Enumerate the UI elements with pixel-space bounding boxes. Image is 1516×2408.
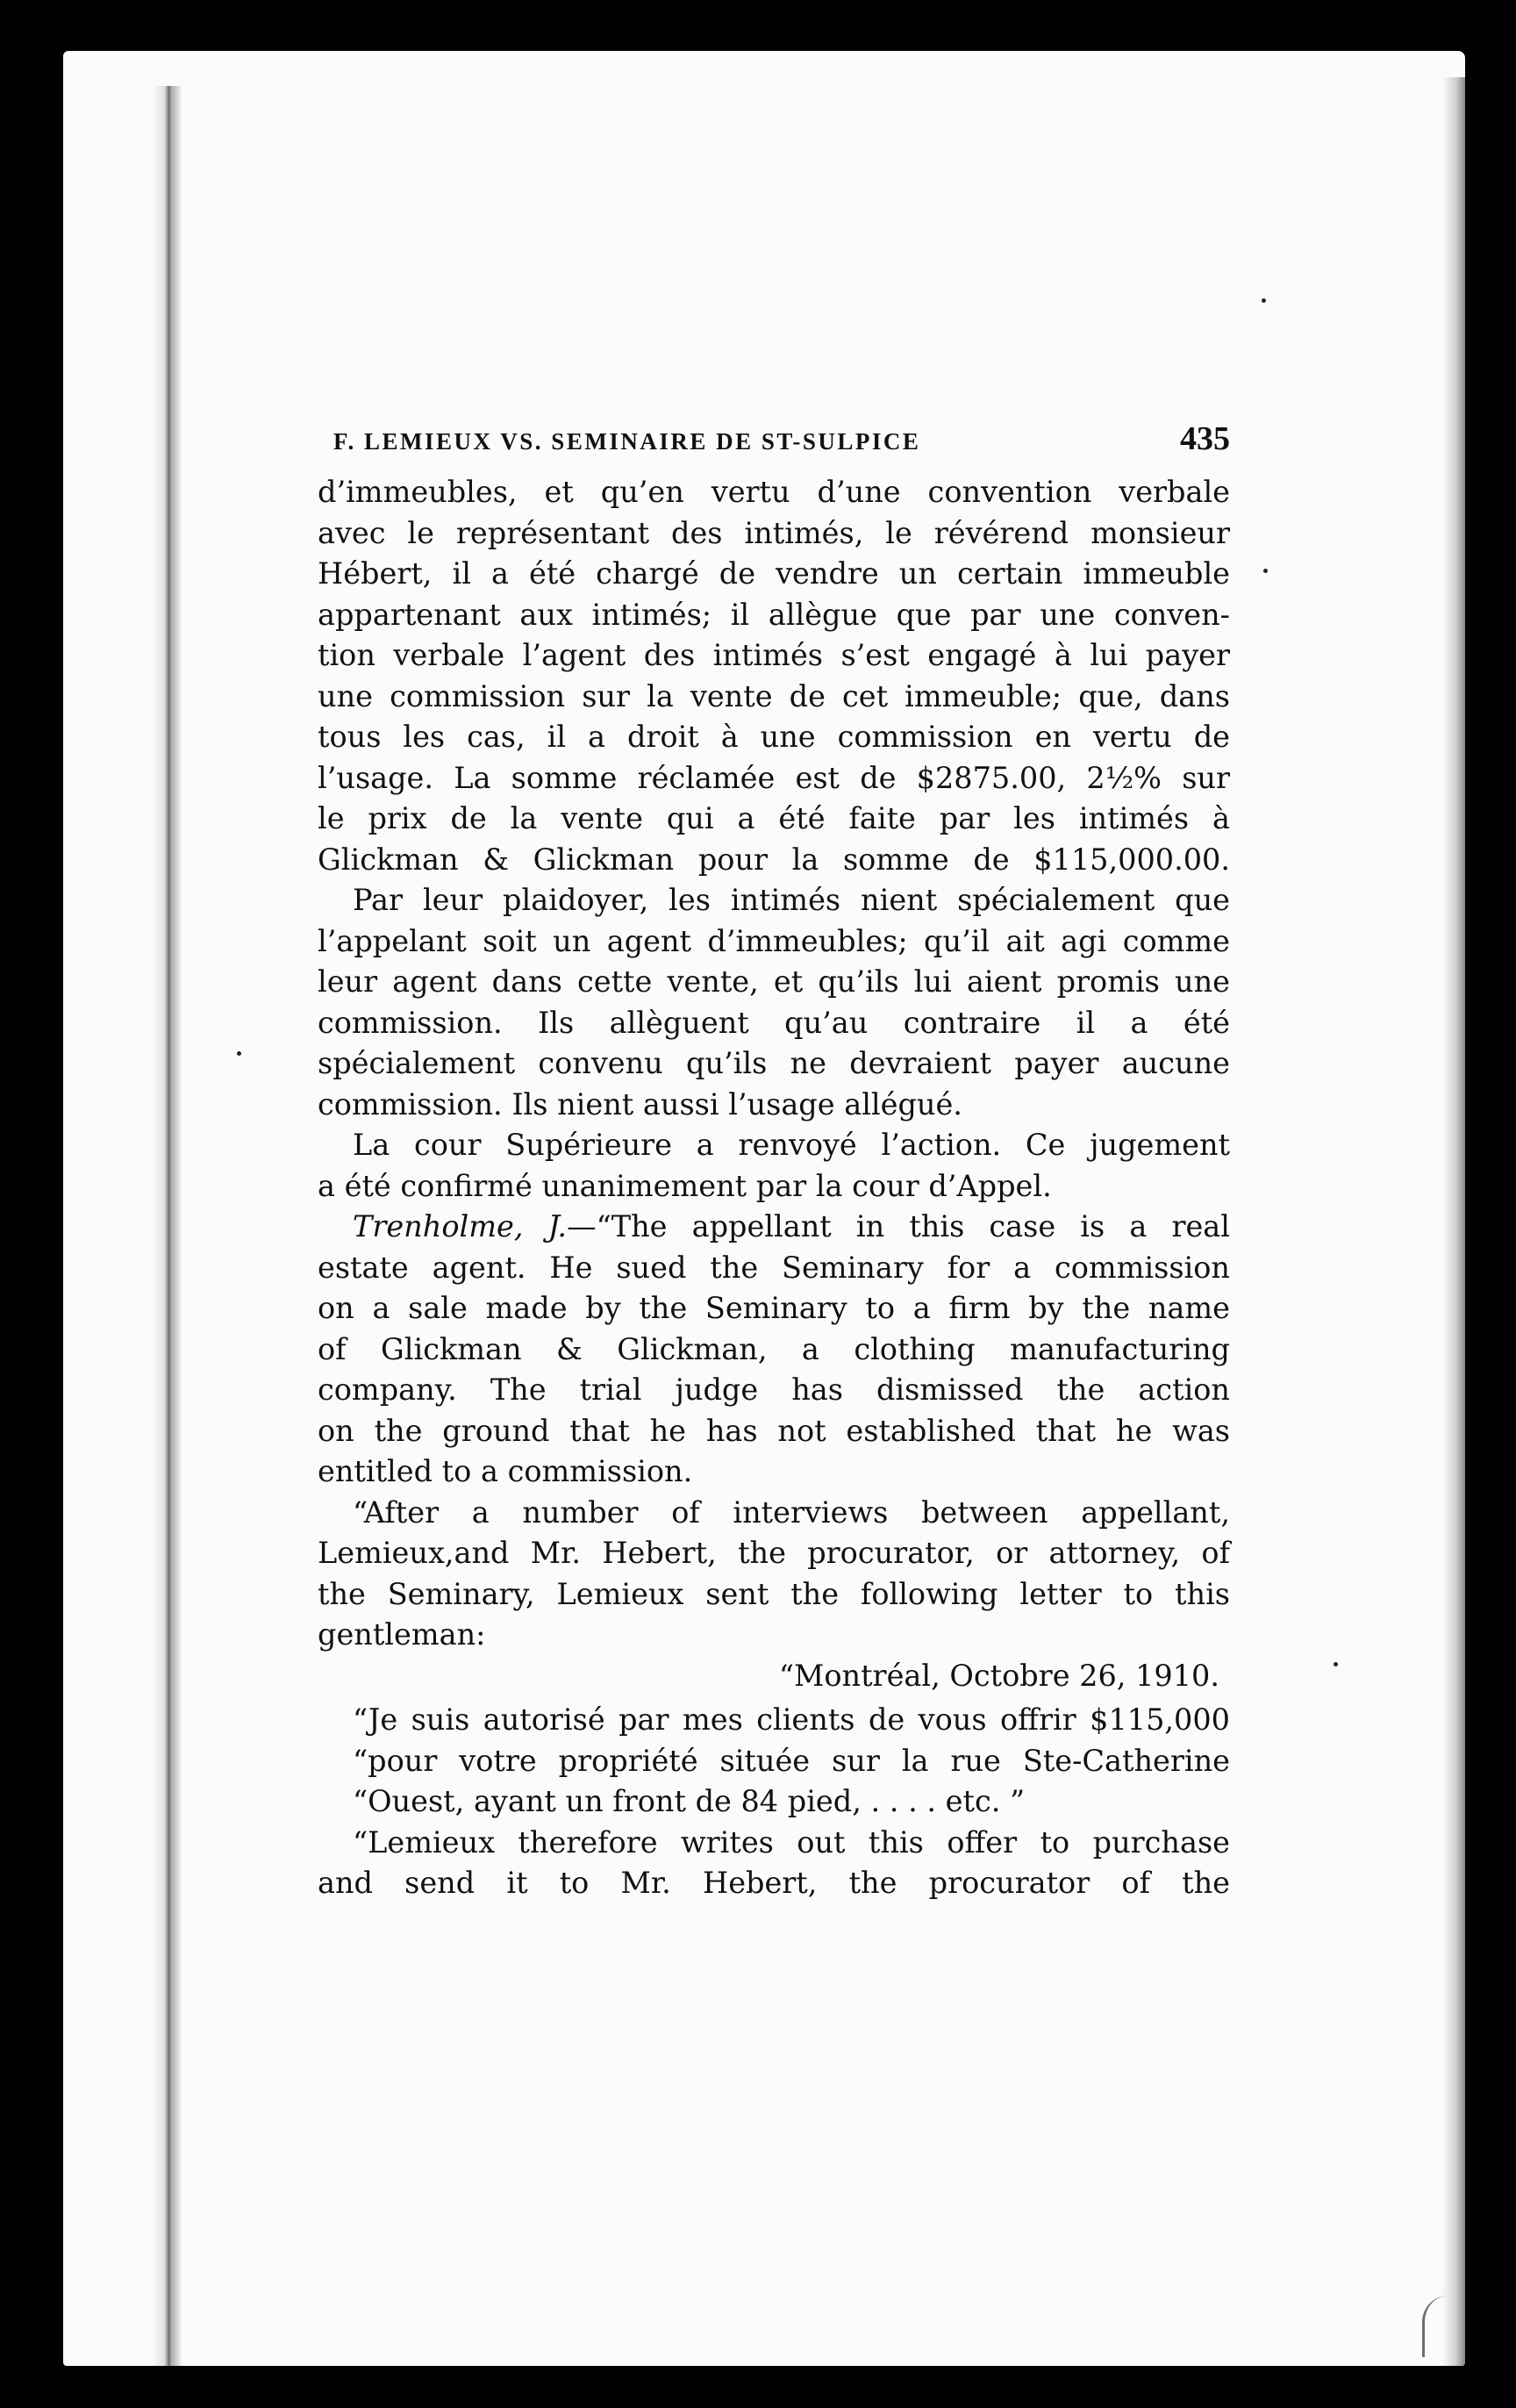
text-line: of Glickman & Glickman, a clothing manufacturing — [318, 1331, 1230, 1366]
judge-name: Trenholme, J. — [353, 1209, 568, 1243]
text-span: —“The appellant in this case is a real — [567, 1209, 1230, 1243]
page-gutter-shadow — [153, 86, 182, 2366]
text-line: Hébert, il a été chargé de vendre un certain immeuble — [318, 556, 1230, 591]
text-line: “Je suis autorisé par mes clients de vous offrir $115,000 — [353, 1702, 1230, 1737]
text-line: the Seminary, Lemieux sent the following letter to this — [318, 1576, 1230, 1611]
paragraph — [318, 1207, 1230, 1493]
scan-speck — [237, 1051, 241, 1056]
scan-speck — [1263, 569, 1268, 573]
text-line: entitled to a commission. — [318, 1454, 693, 1488]
text-line: appartenant aux intimés; il allègue que par une conven- — [318, 597, 1230, 632]
text-line: commission. Ils allèguent qu’au contraire il a été — [318, 1005, 1230, 1040]
running-title: F. LEMIEUX VS. SEMINAIRE DE ST-SULPICE — [333, 428, 921, 455]
scan-border-right — [1463, 0, 1516, 2408]
scan-speck — [1262, 298, 1266, 303]
text-line: on the ground that he has not established that he was — [318, 1413, 1230, 1448]
text-line: “Lemieux therefore writes out this offer to purchase — [353, 1824, 1230, 1860]
letter-dateline: “Montréal, Octobre 26, 1910. — [778, 1658, 1219, 1693]
text-line: spécialement convenu qu’ils ne devraient payer aucune — [318, 1046, 1230, 1080]
text-line: une commission sur la vente de cet immeuble; que, dans — [318, 678, 1230, 713]
paragraph — [318, 1125, 1230, 1207]
text-line: Par leur plaidoyer, les intimés nient spécialement que — [353, 883, 1230, 917]
text-line: l’usage. La somme réclamée est de $2875.00, 2½% sur — [318, 760, 1230, 795]
text-line: La cour Supérieure a renvoyé l’action. Ce jugement — [353, 1128, 1230, 1162]
text-line: “After a number of interviews between appellant, — [353, 1494, 1230, 1530]
scan-speck — [1334, 1662, 1338, 1666]
running-head — [318, 419, 1230, 458]
text-line: company. The trial judge has dismissed the action — [318, 1372, 1230, 1407]
paragraph — [318, 1823, 1230, 1904]
text-line: commission. Ils nient aussi l’usage allégué. — [318, 1086, 962, 1122]
book-page — [63, 51, 1465, 2366]
text-line: d’immeubles, et qu’en vertu d’une convention verbale — [318, 475, 1230, 509]
text-line: Glickman & Glickman pour la somme de $115,000.00. — [318, 842, 1230, 877]
text-block — [318, 419, 1230, 1904]
text-line: gentleman: — [318, 1617, 486, 1652]
text-line: tion verbale l’agent des intimés s’est engagé à lui payer — [318, 638, 1230, 672]
text-line: tous les cas, il a droit à une commission en vertu de — [318, 720, 1230, 754]
text-line: avec le représentant des intimés, le révérend monsieur — [318, 515, 1230, 550]
text-line: l’appelant soit un agent d’immeubles; qu’il ait agi comme — [318, 923, 1230, 958]
text-line: “Ouest, ayant un front de 84 pied, . . . . etc. ” — [353, 1784, 1026, 1818]
text-line: le prix de la vente qui a été faite par les intimés à — [318, 801, 1230, 835]
text-line: estate agent. He sued the Seminary for a commission — [318, 1250, 1230, 1285]
text-line — [318, 1207, 1230, 1248]
text-line: on a sale made by the Seminary to a firm by the name — [318, 1291, 1230, 1325]
text-line: Lemieux,and Mr. Hebert, the procurator, or attorney, of — [318, 1536, 1230, 1570]
page-corner-curl — [1422, 2296, 1460, 2357]
text-line: “pour votre propriété située sur la rue Ste-Catherine — [353, 1743, 1230, 1778]
paragraph — [318, 472, 1230, 880]
page-edge-shadow — [1442, 77, 1465, 2366]
page-number: 435 — [1180, 420, 1230, 457]
paragraph — [318, 880, 1230, 1125]
text-line: a été confirmé unanimement par la cour d’Appel. — [318, 1168, 1052, 1203]
scan-border-top — [0, 0, 1516, 54]
text-line: and send it to Mr. Hebert, the procurator of the — [318, 1866, 1230, 1900]
quoted-letter — [318, 1700, 1230, 1823]
text-line: leur agent dans cette vente, et qu’ils lui aient promis une — [318, 964, 1230, 999]
paragraph — [318, 1493, 1230, 1656]
